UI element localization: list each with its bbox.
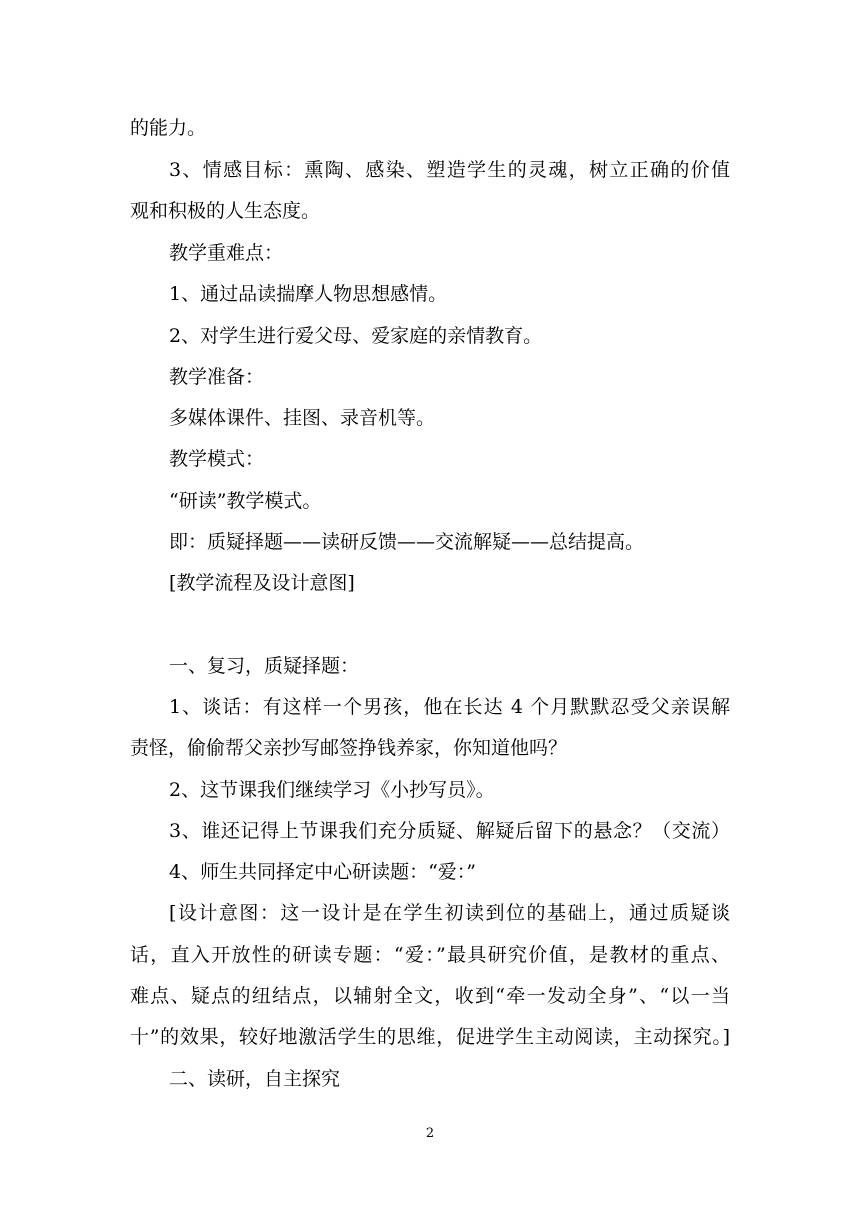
paragraph-line: 观和积极的人生态度。	[130, 200, 321, 222]
paragraph-line: [设计意图：这一设计是在学生初读到位的基础上，通过质疑谈	[169, 902, 730, 924]
paragraph-line: 责怪，偷偷帮父亲抄写邮签挣钱养家，你知道他吗？	[130, 737, 568, 759]
paragraph-line: 2、这节课我们继续学习《小抄写员》。	[169, 779, 495, 801]
paragraph-line: 1、通过品读揣摩人物思想感情。	[169, 283, 448, 305]
paragraph-line: 多媒体课件、挂图、录音机等。	[169, 407, 436, 429]
section-heading: [教学流程及设计意图]	[169, 572, 355, 594]
section-heading: 教学模式：	[169, 448, 265, 470]
paragraph-line: 2、对学生进行爱父母、爱家庭的亲情教育。	[169, 325, 543, 347]
section-heading: 教学重难点：	[169, 242, 284, 264]
page-number: 2	[425, 1126, 435, 1141]
paragraph-line: 话，直入开放性的研读专题：“爱：”最具研究价值，是教材的重点、	[130, 944, 730, 966]
paragraph-line: 难点、疑点的纽结点，以辅射全文，收到“牵一发动全身”、“以一当	[130, 985, 730, 1007]
paragraph-line: 十”的效果，较好地激活学生的思维，促进学生主动阅读，主动探究。]	[130, 1026, 730, 1048]
paragraph-line: 3、情感目标：熏陶、感染、塑造学生的灵魂，树立正确的价值	[169, 159, 730, 181]
section-heading: 一、复习，质疑择题：	[169, 655, 360, 677]
paragraph-line: 4、师生共同择定中心研读题：“爱：”	[169, 861, 477, 883]
paragraph-line: 的能力。	[130, 117, 207, 139]
paragraph-line: 即：质疑择题——读研反馈——交流解疑——总结提高。	[169, 531, 645, 553]
paragraph-line: 1、谈话：有这样一个男孩，他在长达 4 个月默默忍受父亲误解	[169, 696, 730, 718]
section-heading: 二、读研，自主探究	[169, 1068, 341, 1090]
section-heading: 教学准备：	[169, 366, 265, 388]
paragraph-line: “研读”教学模式。	[169, 490, 322, 512]
paragraph-line: 3、谁还记得上节课我们充分质疑、解疑后留下的悬念？（交流）	[169, 820, 730, 842]
